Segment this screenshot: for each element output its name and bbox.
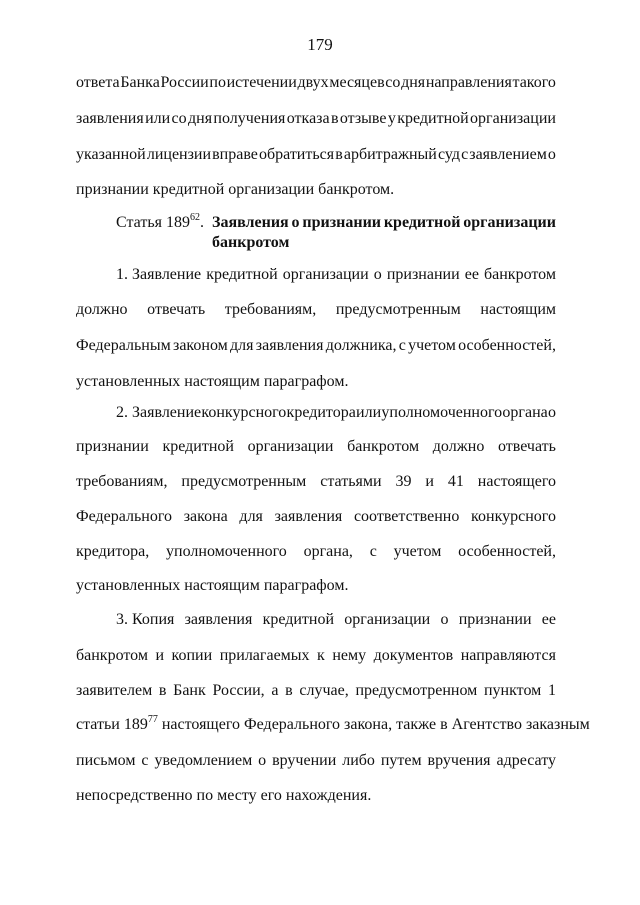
word: уполномоченного [381,404,503,421]
word: органа [502,404,548,421]
word: прилагаемых [219,647,310,664]
word: учетом [408,337,456,354]
word: или [356,404,382,421]
word: кредитной [162,438,234,455]
word: организации [282,266,369,283]
word: отзыве [339,110,387,127]
word: у [387,110,396,127]
word: о [547,146,556,163]
word: Банка [120,74,160,91]
word: о [291,214,300,231]
paragraph1-line-3 [76,336,556,356]
word: организации [463,214,556,231]
word: Федеральным [76,337,171,354]
word: ее [464,266,479,283]
word: указанной [76,146,146,163]
word: истечении [226,74,297,91]
word: о [373,266,382,283]
word: вручении [272,752,337,769]
word: 1 [547,682,556,699]
word: Заявления [212,214,289,231]
word: заявления [255,337,324,354]
word: для [239,508,263,525]
word: или [145,110,171,127]
word: нему [332,647,367,664]
word: со [171,110,187,127]
word: кредитной [383,214,461,231]
word: с [461,146,469,163]
word: конкурсного [201,404,287,421]
article-label [116,213,204,233]
word: о [440,611,449,628]
word: организации [344,611,431,628]
word: заявления [184,611,253,628]
paragraph2-line-1 [116,403,556,423]
word: арбитражный [343,146,437,163]
word: России [160,74,209,91]
word: особенностей, [458,337,556,354]
word: предусмотренном [355,682,478,699]
word: организации [247,438,334,455]
word: дня [401,74,426,91]
word: настоящим [480,301,556,318]
word: признании [76,438,149,455]
word: уведомлением [154,752,253,769]
word: направления [425,74,512,91]
paragraph3-line-6: непосредственно по месту его нахождения. [76,787,372,804]
word: закона [183,508,228,525]
intro-line-4: признании кредитной организации банкротом. [76,181,395,198]
word: заявления [76,110,144,127]
word: для [230,337,254,354]
word: либо [342,752,375,769]
word: письмом [76,752,136,769]
paragraph3-line-5 [76,751,556,771]
word: по [209,74,226,91]
word: предусмотренным [181,473,307,490]
article-title-line-1 [212,213,556,233]
paragraph2-line-2 [76,437,556,457]
word: 39 [395,473,412,490]
paragraph1-line-2 [76,300,556,320]
word: и [155,647,165,664]
word: с [369,543,377,560]
word: лицензии [146,146,212,163]
paragraph1-line-1 [116,265,556,285]
word: обратиться [258,146,335,163]
paragraph3-line-4-before: статьи 189 [76,716,148,733]
word: настоящего [477,473,556,490]
paragraph3-line-4-superscript: 77 [147,714,158,725]
word: 1. Заявление [116,266,202,283]
word: кредитора, [76,543,150,560]
word: банкротом [484,266,556,283]
paragraph3-line-3 [76,681,556,701]
word: должника, [325,337,397,354]
word: органа, [303,543,353,560]
word: законом [173,337,228,354]
word: конкурсного [471,508,556,525]
word: кредитной [262,611,335,628]
word: случае, [299,682,349,699]
word: особенностей, [458,543,556,560]
word: должно [432,438,485,455]
word: банкротом [76,647,148,664]
word: заявления [274,508,343,525]
word: со [385,74,401,91]
intro-line-1 [76,73,556,93]
word: заявителем [76,682,153,699]
word: двух [297,74,329,91]
word: о [547,404,556,421]
word: а [271,682,279,699]
word: вправе [212,146,258,163]
word: с [398,337,406,354]
word: уполномоченного [166,543,287,560]
word: кредитной [206,266,278,283]
word: требованиям, [224,301,317,318]
word: суд [437,146,460,163]
word: ее [541,611,556,628]
article-title-line-2: банкротом [212,234,290,251]
paragraph2-line-6: установленных настоящим параграфом. [76,577,349,594]
word: кредитора [286,404,356,421]
word: адресату [496,752,556,769]
word: 2. Заявление [116,404,202,421]
word: к [317,647,325,664]
word: должно [76,301,128,318]
word: требованиям, [76,473,168,490]
word: признании [386,266,460,283]
word: направляются [460,647,556,664]
word: ответа [76,74,120,91]
word: месяцев [329,74,385,91]
word: с [141,752,149,769]
paragraph3-line-1 [116,610,556,630]
word: копии [171,647,213,664]
word: о [258,752,267,769]
word: признании [458,611,532,628]
word: документов [373,647,454,664]
page-number: 179 [307,35,333,54]
word: организации [470,110,556,127]
word: отвечать [497,438,556,455]
paragraph2-line-4 [76,507,556,527]
word: дня [188,110,213,127]
word: путем [380,752,422,769]
paragraph3-line-4 [76,714,590,735]
word: отказа [286,110,330,127]
intro-line-3 [76,145,556,165]
article-label-text: Статья 189 [116,214,190,231]
word: предусмотренным [335,301,461,318]
word: 41 [447,473,464,490]
word: статьями [320,473,382,490]
paragraph2-line-5 [76,542,556,562]
word: России, [212,682,265,699]
word: и [425,473,434,490]
word: учетом [393,543,442,560]
word: банкротом [347,438,420,455]
word: вручения [427,752,491,769]
article-label-superscript: 62 [189,212,200,223]
paragraph3-line-2 [76,646,556,666]
paragraph2-line-3 [76,472,556,492]
word: кредитной [397,110,469,127]
intro-line-2 [76,109,556,129]
article-label-suffix: . [199,214,204,231]
word: Федерального [76,508,173,525]
word: 3. Копия [116,611,175,628]
word: пунктом [483,682,542,699]
word: в [330,110,339,127]
word: отвечать [147,301,206,318]
word: признании [302,214,381,231]
word: заявлением [469,146,547,163]
word: в [158,682,167,699]
word: Банк [173,682,206,699]
word: в [335,146,343,163]
word: такого [512,74,556,91]
paragraph3-line-4-after: настоящего Федерального закона, также в Агентство заказным [157,716,590,733]
word: получения [213,110,286,127]
paragraph1-line-4: установленных настоящим параграфом. [76,373,349,390]
article-title [212,213,556,253]
word: соответственно [353,508,460,525]
word: в [285,682,293,699]
